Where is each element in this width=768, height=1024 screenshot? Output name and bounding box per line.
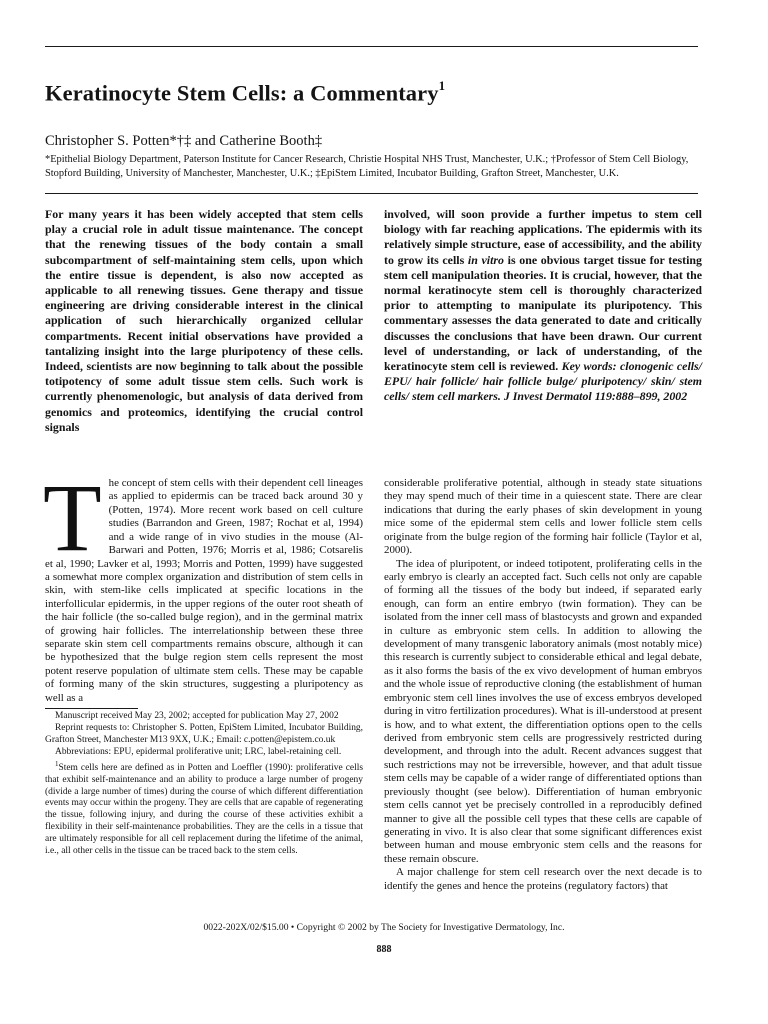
authors: Christopher S. Potten*†‡ and Catherine Booth‡ (45, 133, 323, 149)
abstract-left: For many years it has been widely accepted that stem cells play a crucial role in adult tissue maintenance. The concept that the renewing tissues of the body contain a small subcompartment of self-maintaining stem cells, upon which the entire tissue is dependent, is also now accepted as applicable to all renewing tissues. Gene therapy and tissue engineering are driving considerable interest in the clinical application of such hierarchically organized cellular compartments. Recent initial observations have provided a tantalizing insight into the large pluripotency of these cells. Indeed, scientists are now beginning to talk about the possible totipotency of some adult tissue stem cells. Such work is currently phenomenologic, but analysis of data derived from genomics and proteomics, identifying the crucial control signals (45, 207, 363, 434)
body-column-right (384, 477, 702, 893)
abstract-right-text-a: involved, will soon provide a further impetus to stem cell biology with far reaching applications. The epidermis with its relatively simple structure, ease of accessibility, and the ability to grow its cells (384, 207, 702, 267)
abstract-right-text-b: is one obvious target tissue for testing stem cell manipulation theories. It is crucial, however, that the normal keratinocyte stem cell is thoroughly characterized prior to attempting to manipulate its pluripotency. This commentary assesses the data generated to date and critically discusses the conclusions that have been drawn. Our current level of understanding, or lack of understanding, of the keratinocyte stem cell is reviewed. (384, 252, 702, 374)
header-rule (45, 193, 698, 194)
body-left-p1: he concept of stem cells with their dependent cell lineages as applied to epidermis can be traced back around 30 y (Potten, 1974). More recent work based on cell culture studies (Barrandon and Green, 1987; Rochat et al, 1994) and a wide range of in vivo studies in the mouse (Al-Barwari and Potten, 1976; Morris et al, 1986; Cotsarelis et al, 1990; Lavker et al, 1993; Morris and Potten, 1999) have suggested a somewhat more complex organization and distribution of stem cells in skin, with stem-like cells implicated at specific locations in the interfollicular epidermis, in the upper regions of the outer root sheath of the hair follicle (the so-called bulge region), and in the germinal matrix of growing hair follicles. The interrelationship between these three separate skin stem cell compartments remains obscure, although it can be hypothesized that the bulge region stem cells represent the most potent reserve population of ultimate stem cells. These may be capable of forming many of the skin structures, suggesting a pluripotency as well as a (45, 477, 363, 704)
abstract-keywords: Key words: clonogenic cells/ EPU/ hair follicle/ hair follicle bulge/ pluripotency/ skin/ stem cells/ stem cell markers. J Invest Dermatol 119:888–899, 2002 (384, 359, 702, 404)
body-right-p2: The idea of pluripotent, or indeed totipotent, proliferating cells in the early embryo is clearly an accepted fact. Such cells not only are capable of forming all the tissues of the body but indeed, if separated early enough, can form an entire embryo (twin formation). They can be isolated from the inner cell mass of blastocysts and grown and expanded in culture as embryonic stem cells. In addition to allowing the development of many transgenic laboratory animals (most notably mice) this research is currently subject to considerable ethical and legal debate, as it also forms the basis of the ex vivo development of human embryos and the whole issue of reproductive cloning (the establishment of human embryonic stem cell lines involves the use of excess embryos developed during in vitro fertilization procedures). What is ill-understood at present is how, and to what extent, the differentiation options open to the cells derived from embryonic stem cells are progressively restricted during development, and through into the adult. Recent advances suggest that such restrictions may not be irreversible, however, and that adult tissue stem cells may be capable of a wider range of differentiated options than previously thought (see below). Differentiation of human embryonic stem cells cannot yet be precisely controlled in a reproducibly defined manner to give all the possible cell types that these cells are capable of generating in vivo. It is also clear that some significant differences exist between human and mouse embryonic stem cells and the reasons for these remain obscure. (384, 557, 702, 865)
body-right-p3: A major challenge for stem cell research over the next decade is to identify the genes and hence the proteins (regulatory factors) that (384, 866, 702, 892)
article-title (45, 80, 445, 107)
footnote-definition-text: Stem cells here are defined as in Potten and Loeffler (1990): proliferative cells that exhibit self-maintenance and an ability to produce a large number of progeny (divide a large number of times) during the course of which different differentiation events may occur within the progeny. They are cells that are capable of regenerating the tissue, following injury, and during the course of these activities exhibit a flexibility in their self-maintenance probabilities. They are the cells in a tissue that are ultimately responsible for all cell replacement during the lifetime of the animal, i.e., all other cells in the tissue can be traced back to the stem cells. (45, 762, 363, 857)
affiliations: *Epithelial Biology Department, Paterson Institute for Cancer Research, Christie Hospital NHS Trust, Manchester, U.K.; †Professor of Stem Cell Biology, Stopford Building, University of Manchester, Manchester, U.K.; ‡EpiStem Limited, Incubator Building, Grafton Street, Manchester, U.K. (45, 154, 689, 179)
footnote-reprint: Reprint requests to: Christopher S. Potten, EpiStem Limited, Incubator Building, Grafton Street, Manchester M13 9XX, U.K.; Email: c.potten@epistem.co.uk (45, 722, 363, 745)
footnote-marker: 1 (55, 759, 59, 768)
page-number: 888 (376, 944, 392, 955)
footnote-abbreviations: Abbreviations: EPU, epidermal proliferative unit; LRC, label-retaining cell. (55, 746, 342, 757)
title-footnote-marker: 1 (438, 78, 446, 93)
top-rule (45, 46, 698, 47)
body-paragraph (43, 464, 363, 705)
abstract-right (384, 207, 702, 405)
article-title-text: Keratinocyte Stem Cells: a Commentary (45, 80, 439, 106)
footnotes (45, 711, 363, 858)
footnote-received: Manuscript received May 23, 2002; accepted for publication May 27, 2002 (55, 711, 339, 721)
copyright-line: 0022-202X/02/$15.00 • Copyright © 2002 by The Society for Investigative Dermatology, Inc. (203, 922, 565, 933)
body-right-p1: considerable proliferative potential, although in steady state situations they may spend much of their time in a quiescent state. There are clear indications that during the early phases of skin development in young mice some of the epidermal stem cells and lower follicle stem cells originate from the bulge region of the forming hair follicle (Taylor et al, 2000). (384, 477, 702, 557)
abstract-italic-in-vitro: in vitro (467, 252, 504, 267)
drop-cap: T (43, 464, 102, 571)
footnote-rule (45, 708, 138, 709)
footnote-definition (45, 759, 363, 858)
body-column-left (43, 464, 363, 705)
